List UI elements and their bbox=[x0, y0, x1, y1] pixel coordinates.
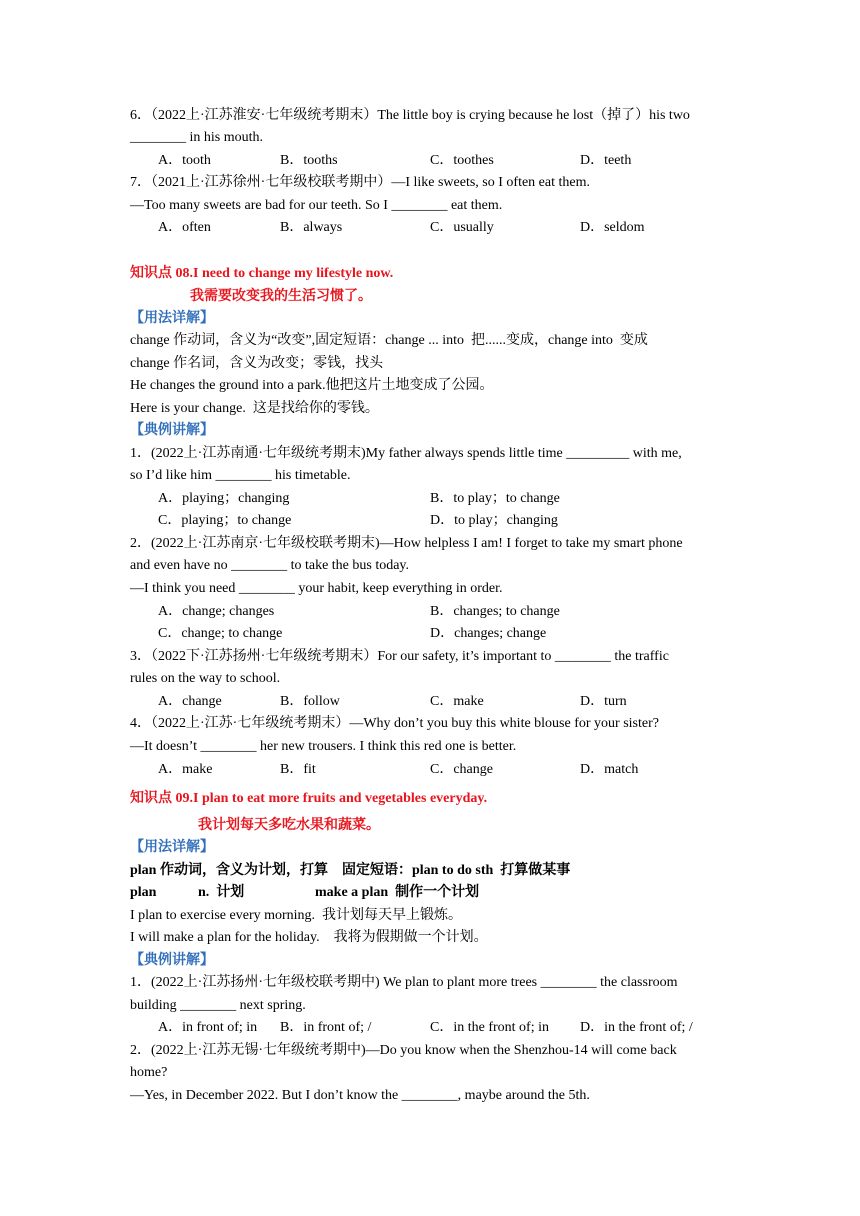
kp09-question-2-line-3: —Yes, in December 2022. But I don’t know the ________, maybe around the 5th. bbox=[130, 1088, 590, 1103]
option-b: B．changes; to change bbox=[430, 604, 560, 619]
knowledge-point-08-translation: 我需要改变我的生活习惯了。 bbox=[190, 289, 372, 304]
kp08-question-3-line-2: rules on the way to school. bbox=[130, 671, 281, 686]
kp08-question-3-line-1: 3．（2022下·江苏扬州·七年级统考期末）For our safety, it’s important to ________ the traffic bbox=[130, 649, 669, 664]
usage-line: change 作名词，含义为改变；零钱，找头 bbox=[130, 356, 384, 371]
kp08-question-2-line-2: and even have no ________ to take the bus today. bbox=[130, 558, 410, 573]
option-d: D．match bbox=[580, 762, 639, 777]
kp09-question-1-line-1: 1．(2022上·江苏扬州·七年级校联考期中) We plan to plant more trees ________ the classroom bbox=[130, 975, 678, 990]
option-d: D．changes; change bbox=[430, 626, 547, 641]
usage-line: Here is your change. 这是找给你的零钱。 bbox=[130, 401, 379, 416]
usage-line: He changes the ground into a park.他把这片土地变成了公园。 bbox=[130, 378, 494, 393]
option-a: A．make bbox=[158, 762, 213, 777]
kp08-question-1-line-2: so I’d like him ________ his timetable. bbox=[130, 468, 351, 483]
kp08-question-2-line-3: —I think you need ________ your habit, keep everything in order. bbox=[130, 581, 503, 596]
option-c: C．playing；to change bbox=[158, 513, 292, 528]
example-header: 【典例讲解】 bbox=[130, 423, 214, 438]
option-d: D．teeth bbox=[580, 153, 632, 168]
option-d: D．turn bbox=[580, 694, 627, 709]
knowledge-point-09-title: 知识点 09.I plan to eat more fruits and vegetables everyday. bbox=[130, 791, 488, 806]
kp08-question-4-line-1: 4．（2022上·江苏·七年级统考期末）—Why don’t you buy this white blouse for your sister? bbox=[130, 716, 659, 731]
option-d: D．seldom bbox=[580, 220, 645, 235]
kp09-question-2-line-2: home? bbox=[130, 1065, 168, 1080]
option-c: C．make bbox=[430, 694, 484, 709]
usage-line-bold-noun: n. 计划 bbox=[198, 885, 245, 900]
knowledge-point-08-title: 知识点 08.I need to change my lifestyle now. bbox=[130, 266, 394, 281]
option-c: C．change; to change bbox=[158, 626, 283, 641]
option-b: B．to play；to change bbox=[430, 491, 560, 506]
question-7-line-2: —Too many sweets are bad for our teeth. So I ________ eat them. bbox=[130, 198, 503, 213]
option-b: B．always bbox=[280, 220, 343, 235]
kp08-question-1-line-1: 1．(2022上·江苏南通·七年级统考期末)My father always spends little time _________ with me, bbox=[130, 446, 682, 461]
option-c: C．usually bbox=[430, 220, 494, 235]
usage-line-bold-make-a-plan: make a plan 制作一个计划 bbox=[315, 885, 480, 900]
knowledge-point-09-translation: 我计划每天多吃水果和蔬菜。 bbox=[198, 818, 380, 833]
option-b: B．follow bbox=[280, 694, 340, 709]
option-c: C．in the front of; in bbox=[430, 1020, 549, 1035]
option-a: A．change bbox=[158, 694, 222, 709]
option-a: A．often bbox=[158, 220, 211, 235]
question-6-line-1: 6．（2022上·江苏淮安·七年级统考期末）The little boy is crying because he lost（掉了）his two bbox=[130, 108, 690, 123]
question-6-line-2: ________ in his mouth. bbox=[130, 130, 264, 145]
option-c: C．change bbox=[430, 762, 493, 777]
option-b: B．in front of; / bbox=[280, 1020, 372, 1035]
question-7-line-1: 7．（2021上·江苏徐州·七年级校联考期中）—I like sweets, so I often eat them. bbox=[130, 175, 590, 190]
option-a: A．change; changes bbox=[158, 604, 275, 619]
option-d: D．in the front of; / bbox=[580, 1020, 693, 1035]
option-b: B．tooths bbox=[280, 153, 338, 168]
kp08-question-2-line-1: 2．(2022上·江苏南京·七年级校联考期末)—How helpless I am! I forget to take my smart phone bbox=[130, 536, 683, 551]
usage-line: change 作动词，含义为“改变”,固定短语：change ... into 把......变成，change into 变成 bbox=[130, 333, 648, 348]
kp09-question-2-line-1: 2．(2022上·江苏无锡·七年级统考期中)—Do you know when the Shenzhou-14 will come back bbox=[130, 1043, 677, 1058]
option-b: B．fit bbox=[280, 762, 316, 777]
option-c: C．toothes bbox=[430, 153, 494, 168]
kp09-question-1-line-2: building ________ next spring. bbox=[130, 998, 306, 1013]
usage-line-bold: plan 作动词，含义为计划，打算 固定短语：plan to do sth 打算做某事 bbox=[130, 863, 571, 878]
option-a: A．playing；changing bbox=[158, 491, 290, 506]
usage-line: I plan to exercise every morning. 我计划每天早上锻炼。 bbox=[130, 908, 463, 923]
example-header: 【典例讲解】 bbox=[130, 953, 214, 968]
kp08-question-4-line-2: —It doesn’t ________ her new trousers. I think this red one is better. bbox=[130, 739, 517, 754]
usage-line-bold-plan: plan bbox=[130, 885, 157, 900]
usage-header: 【用法详解】 bbox=[130, 311, 214, 326]
option-a: A．tooth bbox=[158, 153, 211, 168]
usage-line: I will make a plan for the holiday. 我将为假期做一个计划。 bbox=[130, 930, 488, 945]
option-a: A．in front of; in bbox=[158, 1020, 258, 1035]
option-d: D．to play；changing bbox=[430, 513, 558, 528]
usage-header: 【用法详解】 bbox=[130, 840, 214, 855]
